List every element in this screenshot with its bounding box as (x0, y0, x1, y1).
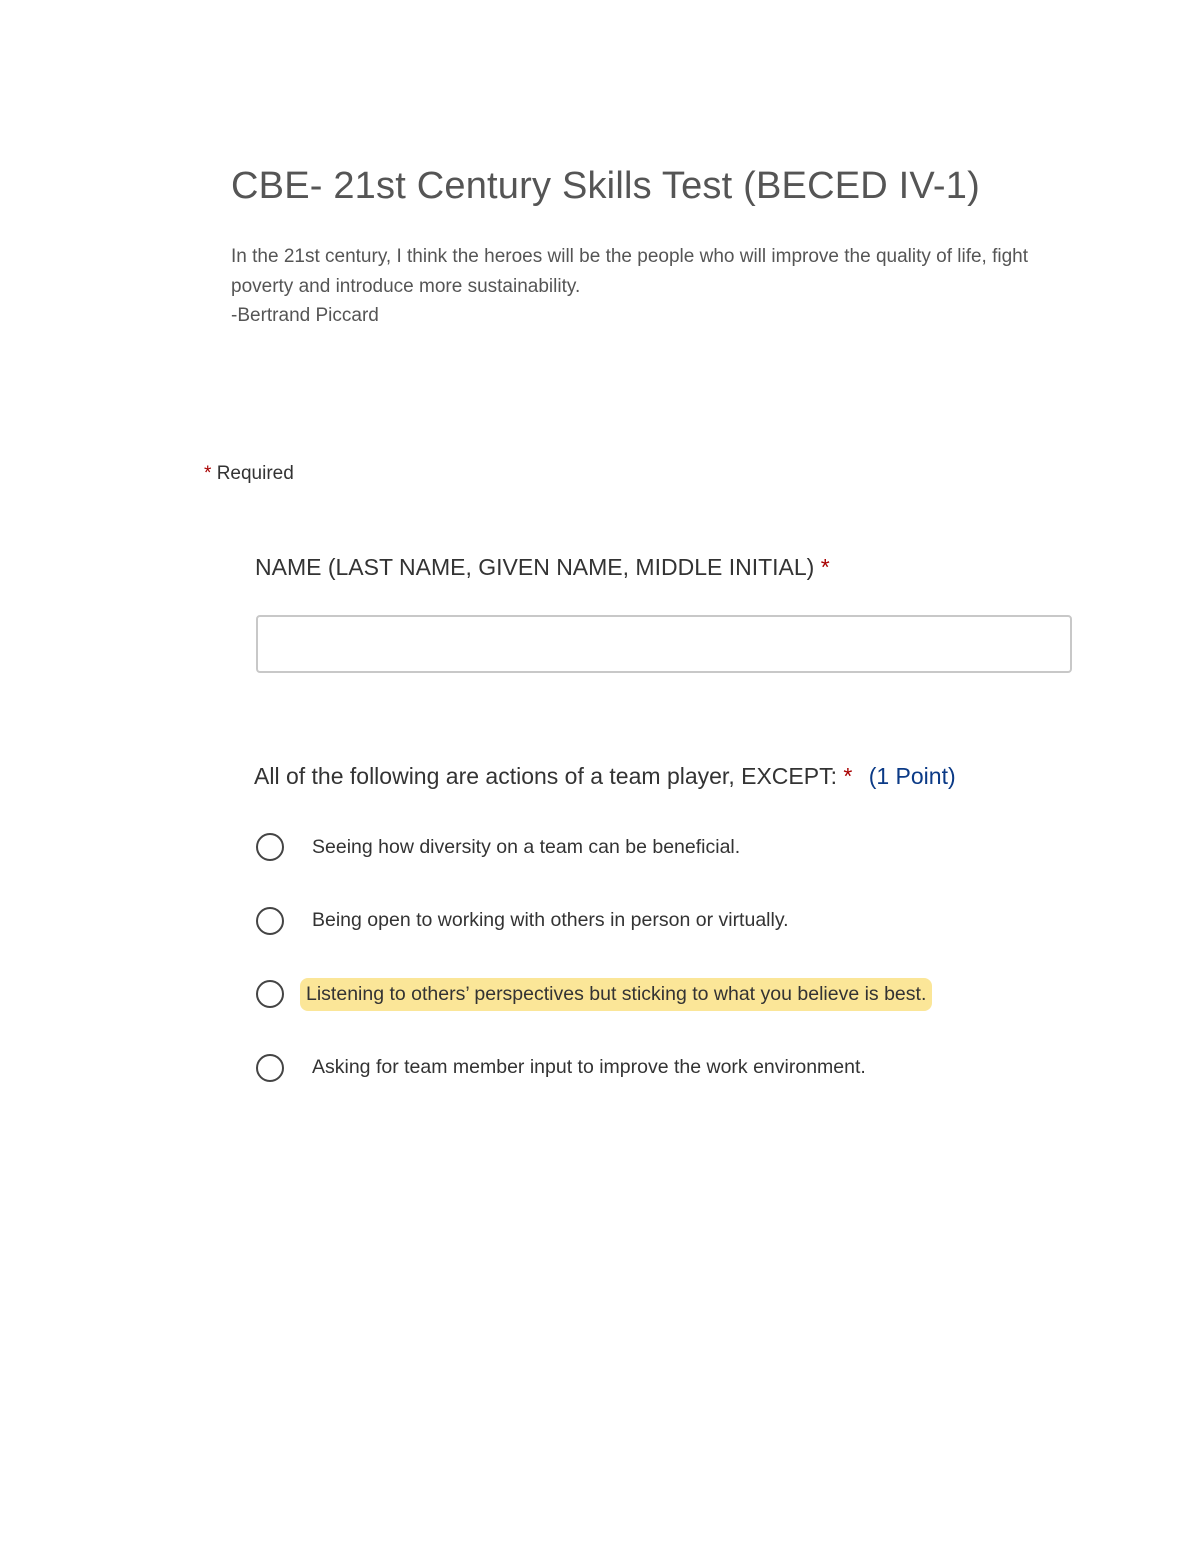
question-name-required-asterisk: * (820, 554, 830, 580)
option-label: Seeing how diversity on a team can be beneficial. (312, 835, 741, 858)
radio-button[interactable] (256, 907, 284, 935)
required-note (204, 463, 294, 485)
question-team-player-text: All of the following are actions of a team player, EXCEPT: (254, 763, 837, 789)
form-description (231, 242, 1091, 331)
radio-button[interactable] (256, 833, 284, 861)
option-asking-for-input[interactable] (256, 1050, 932, 1086)
radio-button[interactable] (256, 1054, 284, 1082)
option-diversity[interactable] (256, 829, 932, 865)
question-name-text: NAME (LAST NAME, GIVEN NAME, MIDDLE INITIAL) (255, 554, 815, 580)
name-input[interactable] (256, 615, 1072, 673)
question-team-player-label (254, 763, 956, 790)
question-points: (1 Point) (868, 763, 956, 789)
option-open-to-working[interactable] (256, 903, 932, 939)
question-team-player-required-asterisk: * (843, 763, 853, 789)
option-label: Listening to others’ perspectives but sticking to what you believe is best. (300, 978, 932, 1011)
required-asterisk: * (204, 463, 212, 484)
radio-button[interactable] (256, 980, 284, 1008)
form-title: CBE- 21st Century Skills Test (BECED IV-1) (231, 165, 980, 207)
option-label: Asking for team member input to improve the work environment. (312, 1056, 866, 1078)
team-player-options (256, 829, 932, 1123)
question-name-label (255, 554, 830, 581)
form-description-quote: In the 21st century, I think the heroes will be the people who will improve the quality of life, fight poverty and introduce more sustainability. (231, 246, 1029, 297)
option-label: Being open to working with others in person or virtually. (312, 909, 789, 931)
required-label: Required (216, 463, 294, 484)
option-listening-to-others[interactable] (256, 976, 932, 1012)
form-description-author: -Bertrand Piccard (231, 305, 379, 326)
